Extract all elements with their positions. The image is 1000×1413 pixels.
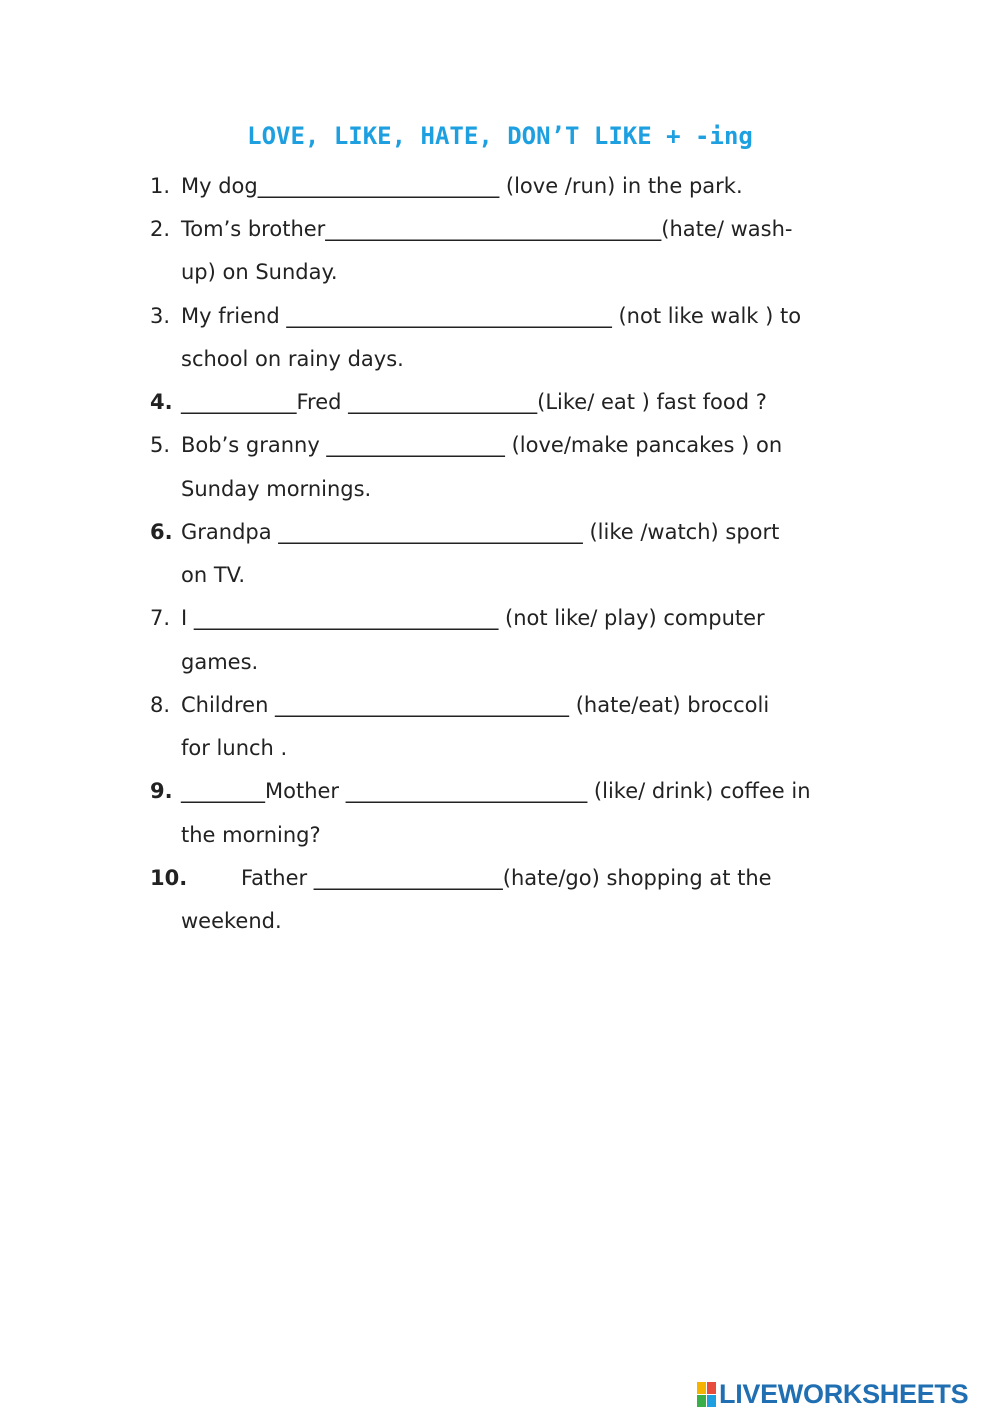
item-text-continuation: Sunday mornings. <box>181 477 372 501</box>
liveworksheets-logo <box>697 1378 968 1410</box>
item-text-continuation: on TV. <box>181 563 245 587</box>
exercise-item-7 <box>150 603 765 633</box>
exercise-item-10 <box>150 863 772 893</box>
exercise-item-9 <box>150 776 811 806</box>
exercise-item-4 <box>150 387 767 417</box>
item-number: 4. <box>150 390 173 414</box>
item-text: Children ____________________________ (hate/eat) broccoli <box>181 693 770 717</box>
item-number: 10. <box>150 866 188 890</box>
item-number: 2. <box>150 217 171 241</box>
exercise-item-1 <box>150 171 743 201</box>
item-number: 6. <box>150 520 173 544</box>
exercise-item-6 <box>150 517 779 547</box>
exercise-item-5 <box>150 430 782 460</box>
liveworksheets-logo-icon <box>697 1382 716 1407</box>
item-text: ________Mother _______________________ (like/ drink) coffee in <box>181 779 811 803</box>
item-text: Tom’s brother________________________________(hate/ wash- <box>181 217 793 241</box>
item-text-continuation: weekend. <box>181 909 282 933</box>
item-number: 1. <box>150 174 171 198</box>
item-text: ___________Fred __________________(Like/ eat ) fast food ? <box>181 390 767 414</box>
item-text-continuation: school on rainy days. <box>181 347 404 371</box>
exercise-item-8 <box>150 690 769 720</box>
item-number: 5. <box>150 433 171 457</box>
item-number: 9. <box>150 779 173 803</box>
item-text-continuation: up) on Sunday. <box>181 260 338 284</box>
item-number: 7. <box>150 606 171 630</box>
item-text: My dog_______________________ (love /run) in the park. <box>181 174 743 198</box>
exercise-item-3 <box>150 301 801 331</box>
logo-text: LIVEWORKSHEETS <box>719 1378 969 1409</box>
item-text: Bob’s granny _________________ (love/make pancakes ) on <box>181 433 783 457</box>
item-text-continuation: games. <box>181 650 259 674</box>
item-text: Grandpa _____________________________ (like /watch) sport <box>181 520 780 544</box>
item-text: Father __________________(hate/go) shopping at the <box>241 866 772 890</box>
item-text: I _____________________________ (not like/ play) computer <box>181 606 765 630</box>
item-text-continuation: the morning? <box>181 823 321 847</box>
item-text: My friend _______________________________ (not like walk ) to <box>181 304 802 328</box>
item-number: 8. <box>150 693 171 717</box>
exercise-item-2 <box>150 214 792 244</box>
item-number: 3. <box>150 304 171 328</box>
worksheet-title: LOVE, LIKE, HATE, DON’T LIKE + -ing <box>247 122 753 150</box>
item-text-continuation: for lunch . <box>181 736 288 760</box>
